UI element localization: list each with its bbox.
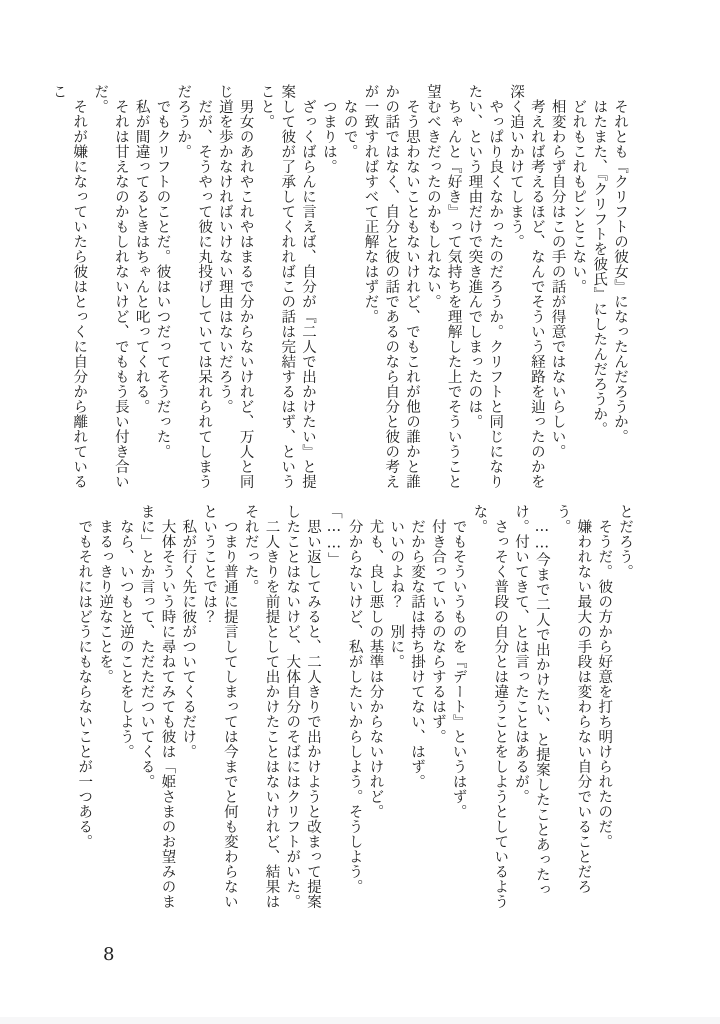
paragraph: いいのよね？ 別に。 (388, 518, 405, 669)
paragraph: どれもこれもピンとこない。 (570, 98, 587, 294)
paragraph: ざっくばらんに言えば、自分が『二人で出かけたい』と提案して彼が了承してくれればこの話は完結するはず、ということ。 (258, 84, 317, 489)
paragraph: 付き合っているのならするはず。 (429, 518, 446, 744)
lower-text-block (73, 504, 635, 916)
paragraph: 私が間違ってるときはちゃんと叱ってくれる。 (133, 98, 150, 414)
paragraph: 嫌われない最大の手段は変わらない自分でいることだろう。 (554, 504, 592, 894)
paragraph: ……今まで二人で出かけたい、と提案したことあったっけ。付いてきて、とは言ったことはあるが。 (513, 504, 550, 897)
paragraph: つまりは。 (320, 98, 337, 174)
paragraph: つまり普通に提言してしまっては今までと何も変わらないということでは？ (201, 504, 238, 909)
paragraph: それが嫌になっていたら彼はとっくに自分から離れているこ (50, 84, 88, 489)
page-bottom-edge (0, 1017, 720, 1024)
paragraph: なら、いつもと逆のことをしよう。 (117, 518, 134, 759)
paragraph: 考えれば考えるほど、なんでそういう経路を辿ったのかを深く追いかけてしまう。 (508, 84, 545, 489)
paragraph: はたまた、『クリフトを彼氏』にしたんだろうか。 (591, 98, 608, 437)
paragraph: だが、そうやって彼に丸投げしていては呆れられてしまうだろうか。 (175, 84, 213, 489)
paragraph: さっそく普段の自分とは違うことをしようとしているような。 (471, 504, 509, 909)
paragraph: ちゃんと『好き』って気持ちを理解した上でそういうこと望むべきだったのかもしれない。 (424, 84, 462, 489)
paragraph: そう思わないこともないけれど、でもこれが他の誰かと誰かの話ではなく、自分と彼の話であるのなら自分と彼の考えが一致すればすべて正解なはずだ。 (362, 84, 421, 489)
paragraph: そうだ。彼の方から好意を打ち明けられたのだ。 (596, 518, 613, 849)
upper-text-block (48, 84, 630, 490)
paragraph: だから変な話は持ち掛けてない、はず。 (409, 518, 426, 789)
paragraph: 思い返してみると、二人きりで出かけようと改まって提案したことはないけど、大体自分のそばにはクリフトがいた。 (284, 504, 322, 909)
paragraph: とだろう。 (617, 504, 633, 579)
paragraph: 尤も、良し悪しの基準は分からないけれど。 (367, 518, 384, 819)
paragraph: 大体そういう時に尋ねてみても彼は「姫さまのお望みのままに」とか言って、ただただついてくる。 (138, 504, 176, 909)
paragraph: 分からないけど、私がしたいからしよう。そうしよう。 (346, 518, 363, 894)
paragraph: 男女のあれやこれやはまるで分からないけれど、万人と同じ道を歩かなければいけない理由はないだろう。 (216, 84, 254, 489)
paragraph: でもそういうものを『デート』というはず。 (450, 518, 467, 819)
paragraph: なので。 (341, 98, 358, 159)
paragraph: 相変わらず自分はこの手の話が得意ではないらしい。 (549, 98, 566, 459)
paragraph: 二人きりを前提として出かけたことはないけれど、結果はそれだった。 (242, 504, 280, 909)
dialogue-paragraph: 「……」 (325, 504, 342, 567)
paragraph: でもそれにはどうにもならないことが一つある。 (76, 518, 93, 849)
paragraph: それとも『クリフトの彼女』になったんだろうか。 (612, 98, 628, 444)
paragraph: まるっきり逆なことを。 (97, 518, 114, 684)
page-number: 8 (103, 944, 115, 965)
paragraph: それは甘えなのかもしれないけど、でももう長い付き合いだ。 (92, 84, 129, 489)
paragraph: 私が行く先に彼がついてくるだけ。 (180, 518, 197, 759)
paragraph: でもクリフトのことだ。彼はいつだってそうだった。 (154, 98, 171, 459)
paragraph: やっぱり良くなかったのだろうか。クリフトと同じになりたい、という理由だけで突き進んでしまったのは。 (466, 84, 504, 489)
